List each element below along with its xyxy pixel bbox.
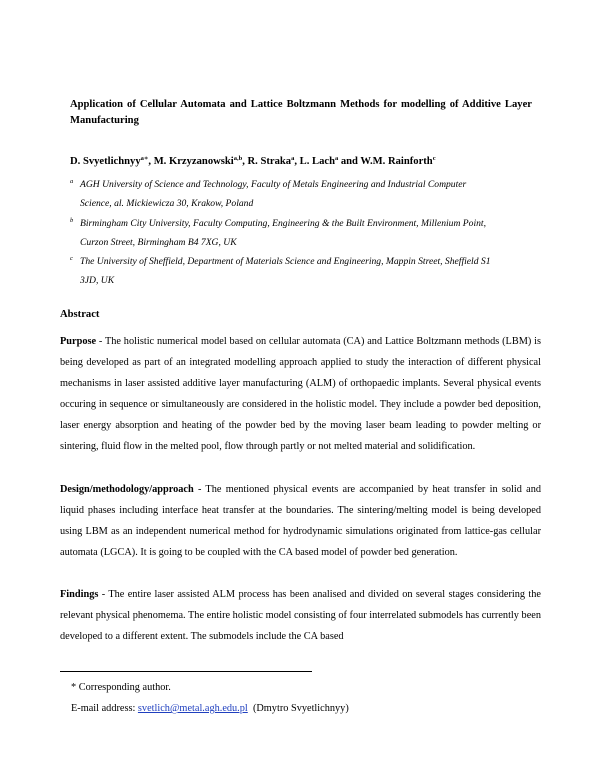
author-name: R. Straka [247,156,292,167]
affiliation-text: AGH University of Science and Technology, Faculty of Metals Engineering and Industrial Computer Science, al. Mickiewicza 30, Krakow, Poland [80,179,467,209]
affiliation-text: The University of Sheffield, Department of Materials Science and Engineering, Mappin Street, Sheffield S1 3JD, UK [80,256,491,286]
affiliation [70,176,500,213]
paper-title: Application of Cellular Automata and Lattice Boltzmann Methods for modelling of Additive Layer Manufacturing [70,99,532,126]
author-list [70,154,436,167]
footnote-email [71,703,349,714]
abstract-design [60,479,541,563]
author-affiliation-mark: a [291,155,295,162]
author-affiliation-mark: a∗ [140,155,149,162]
abstract-findings [60,584,541,647]
email-person: (Dmytro Svyetlichnyy) [252,703,349,714]
author-affiliation-mark: a,b [233,155,243,162]
email-label: E-mail address: [71,703,138,714]
author-separator: and [338,156,361,167]
section-text: - The entire laser assisted ALM process has been analised and divided on several stages considering the relevant physical phenomema. The entire holistic model consisting of four interrelated submodels has currently been developed to a different extent. The submodels include the CA based [60,589,541,643]
footnote-corresponding: * Corresponding author. [71,682,171,693]
author-separator: , [148,156,154,167]
affiliation-mark: c [70,255,73,262]
affiliation-mark: b [70,217,74,224]
author-separator: , [242,156,248,167]
affiliation-mark: a [70,178,74,185]
affiliation [70,253,500,290]
author-name: M. Krzyzanowski [153,156,234,167]
affiliation-text: Birmingham City University, Faculty Computing, Engineering & the Built Environment, Millenium Point, Curzon Street, Birmingham B4 7XG, UK [80,218,486,248]
abstract-heading: Abstract [60,309,100,320]
email-link[interactable]: svetlich@metal.agh.edu.pl [137,703,248,714]
author-name: D. Svyetlichnyy [70,156,141,167]
author-name: W.M. Rainforth [360,156,433,167]
author-affiliation-mark: a [334,155,339,162]
section-label: Purpose [60,336,97,347]
section-text: - The mentioned physical events are accompanied by heat transfer in solid and liquid phases including interface heat transfer at the boundaries. The sintering/melting model is being developed using LBM as an independent numerical method for hydrodynamic simulations originated from lattice-gas cellular automata (LGCA). It is going to be coupled with the CA based model of powder bed generation. [60,484,541,559]
author-name: L. Lach [299,156,335,167]
affiliation [70,215,500,252]
author-separator: , [294,156,300,167]
section-label: Design/methodology/approach [60,484,194,495]
section-label: Findings [60,589,99,600]
abstract-purpose [60,331,541,458]
author-affiliation-mark: c [432,155,436,162]
section-text: - The holistic numerical model based on cellular automata (CA) and Lattice Boltzmann methods (LBM) is being developed as part of an integrated modelling approach applied to study the interaction of different physical mechanisms in laser assisted additive layer manufacturing (ALM) of orthopaedic implants. Several physical events occuring in sequence or simultaneously are considered in the holistic model. They include a powder bed deposition, laser energy absorption and heating of the powder bed by the moving laser beam leading to powder melting or sintering, fluid flow in the melted pool, flow through partly or not melted material and solidification. [60,336,541,453]
footnote-divider [60,671,312,672]
